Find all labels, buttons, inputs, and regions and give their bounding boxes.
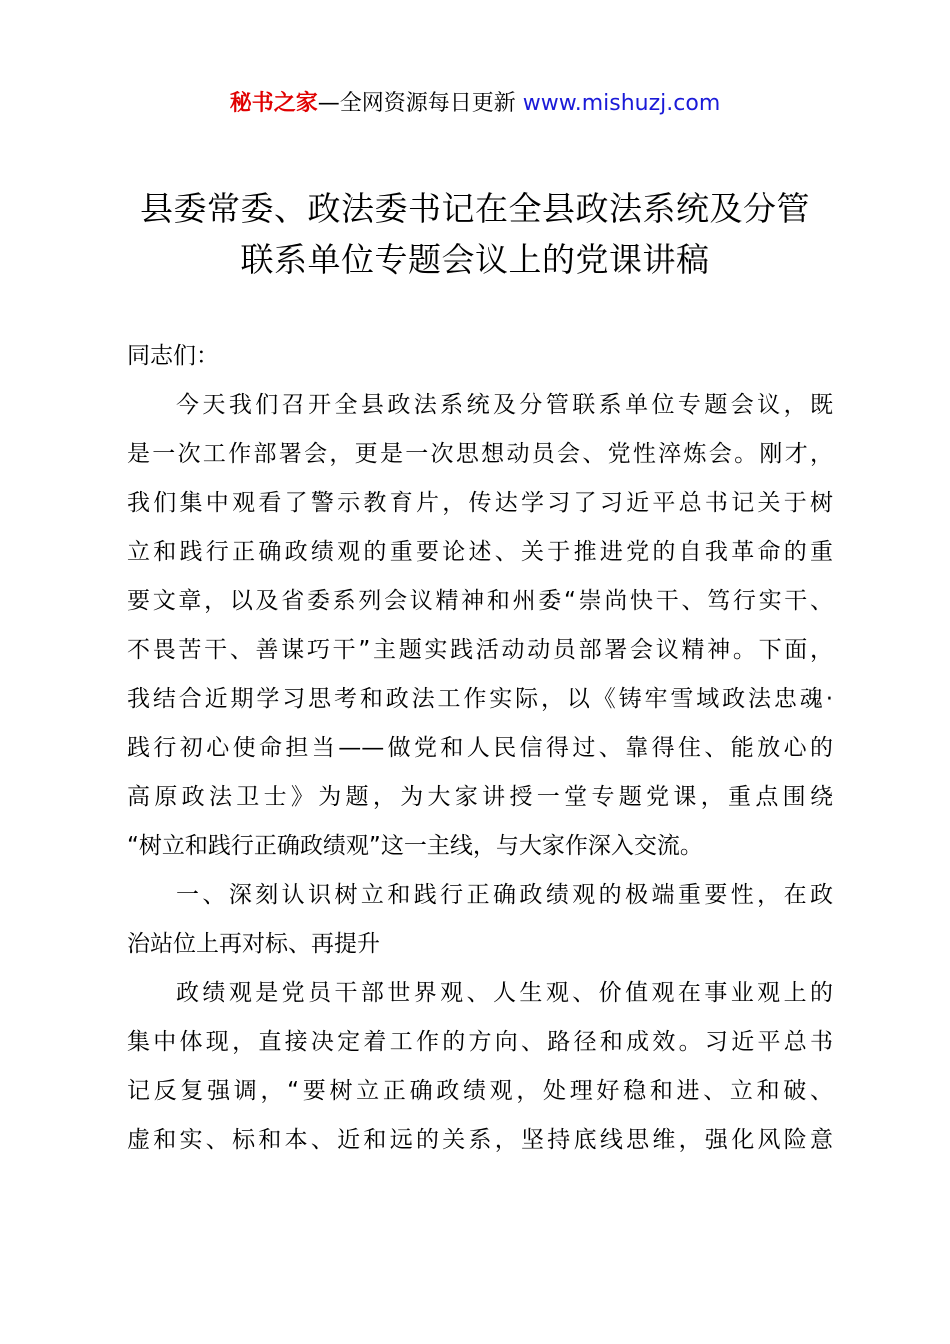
text-line: 不畏苦干、善谋巧干”主题实践活动动员部署会议精神。下面， [127, 637, 833, 663]
site-url-link[interactable]: www.mishuzj.com [522, 91, 721, 116]
text-line: 立和践行正确政绩观的重要论述、关于推进党的自我革命的重 [127, 539, 833, 565]
text-line: 今天我们召开全县政法系统及分管联系单位专题会议，既 [176, 392, 833, 418]
paragraph-intro [127, 381, 833, 871]
heading-line: 治站位上再对标、再提升 [127, 931, 380, 957]
title-line-1: 县委常委、政法委书记在全县政法系统及分管 [140, 189, 810, 228]
text-line: 集中体现，直接决定着工作的方向、路径和成效。习近平总书 [127, 1029, 833, 1055]
text-line: 虚和实、标和本、近和远的关系，坚持底线思维，强化风险意 [127, 1127, 833, 1153]
text-line: 我们集中观看了警示教育片，传达学习了习近平总书记关于树 [127, 490, 833, 516]
section-heading-1 [127, 871, 833, 969]
salutation: 同志们： [127, 343, 219, 369]
paragraph-section-1 [127, 969, 833, 1165]
title-line-2: 联系单位专题会议上的党课讲稿 [240, 240, 710, 279]
document-title [80, 183, 870, 285]
text-line: 我结合近期学习思考和政法工作实际，以《铸牢雪域政法忠魂· [127, 686, 833, 712]
text-line: 是一次工作部署会，更是一次思想动员会、党性淬炼会。刚才， [127, 441, 833, 467]
header-dash: — [317, 91, 340, 116]
text-line: 政绩观是党员干部世界观、人生观、价值观在事业观上的 [176, 980, 833, 1006]
brand-name: 秘书之家 [229, 91, 318, 116]
heading-line: 一、深刻认识树立和践行正确政绩观的极端重要性，在政 [176, 882, 833, 908]
text-line: 记反复强调，“要树立正确政绩观，处理好稳和进、立和破、 [127, 1078, 833, 1104]
text-line: 高原政法卫士》为题，为大家讲授一堂专题党课，重点围绕 [127, 784, 833, 810]
text-line: “树立和践行正确政绩观”这一主线，与大家作深入交流。 [127, 833, 703, 859]
document-body [127, 332, 833, 1165]
text-line: 践行初心使命担当——做党和人民信得过、靠得住、能放心的 [127, 735, 833, 761]
text-line: 要文章，以及省委系列会议精神和州委“崇尚快干、笃行实干、 [127, 588, 833, 614]
header-tagline: 全网资源每日更新 [339, 91, 516, 116]
site-header [0, 88, 950, 120]
